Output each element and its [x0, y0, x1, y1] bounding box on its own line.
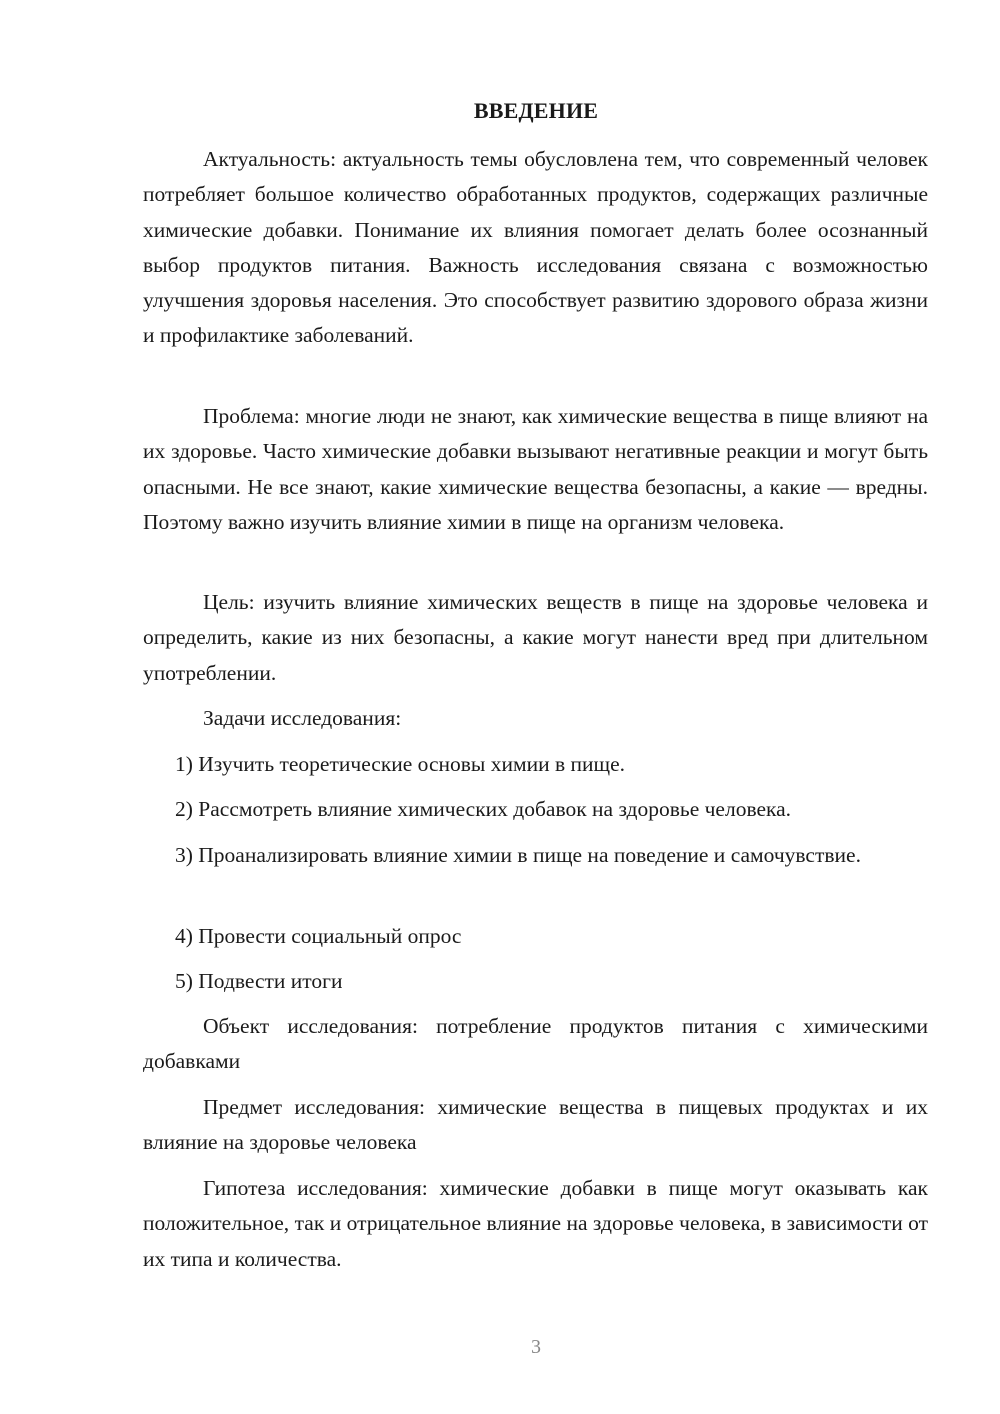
list-item-task-5: 5) Подвести итоги [175, 969, 343, 993]
page-number: 3 [531, 1336, 541, 1358]
paragraph-hypothesis: Гипотеза исследования: химические добавки в пище могут оказывать как положительное, так и отрицательное влияние на здоровье человека, в зависимости от их типа и количества. [143, 1176, 928, 1271]
paragraph-subject: Предмет исследования: химические вещества в пищевых продуктах и их влияние на здоровье человека [143, 1095, 928, 1155]
list-item-task-2: 2) Рассмотреть влияние химических добавок на здоровье человека. [175, 797, 792, 821]
paragraph-object: Объект исследования: потребление продуктов питания с химическими добавками [143, 1014, 928, 1074]
paragraph-relevance: Актуальность: актуальность темы обусловлена тем, что современный человек потребляет большое количество обработанных продуктов, содержащих различные химические добавки. Понимание их влияния помогает делать более осознанный выбор продуктов питания. Важность исследования связана с возможностью улучшения здоровья населения. Это способствует развитию здорового образа жизни и профилактике заболеваний. [143, 147, 928, 348]
paragraph-goal: Цель: изучить влияние химических веществ в пище на здоровье человека и определить, какие из них безопасны, а какие могут нанести вред при длительном употреблении. [143, 590, 928, 685]
list-item-task-1: 1) Изучить теоретические основы химии в пище. [175, 752, 625, 776]
list-item-task-4: 4) Провести социальный опрос [175, 924, 462, 948]
paragraph-tasks-title: Задачи исследования: [203, 706, 402, 730]
list-item-task-3: 3) Проанализировать влияние химии в пище на поведение и самочувствие. [175, 843, 861, 867]
section-heading: ВВЕДЕНИЕ [473, 98, 599, 123]
paragraph-problem: Проблема: многие люди не знают, как химические вещества в пище влияют на их здоровье. Часто химические добавки вызывают негативные реакции и могут быть опасными. Не все знают, какие химические вещества безопасны, а какие — вредны. Поэтому важно изучить влияние химии в пище на организм человека. [143, 404, 928, 534]
